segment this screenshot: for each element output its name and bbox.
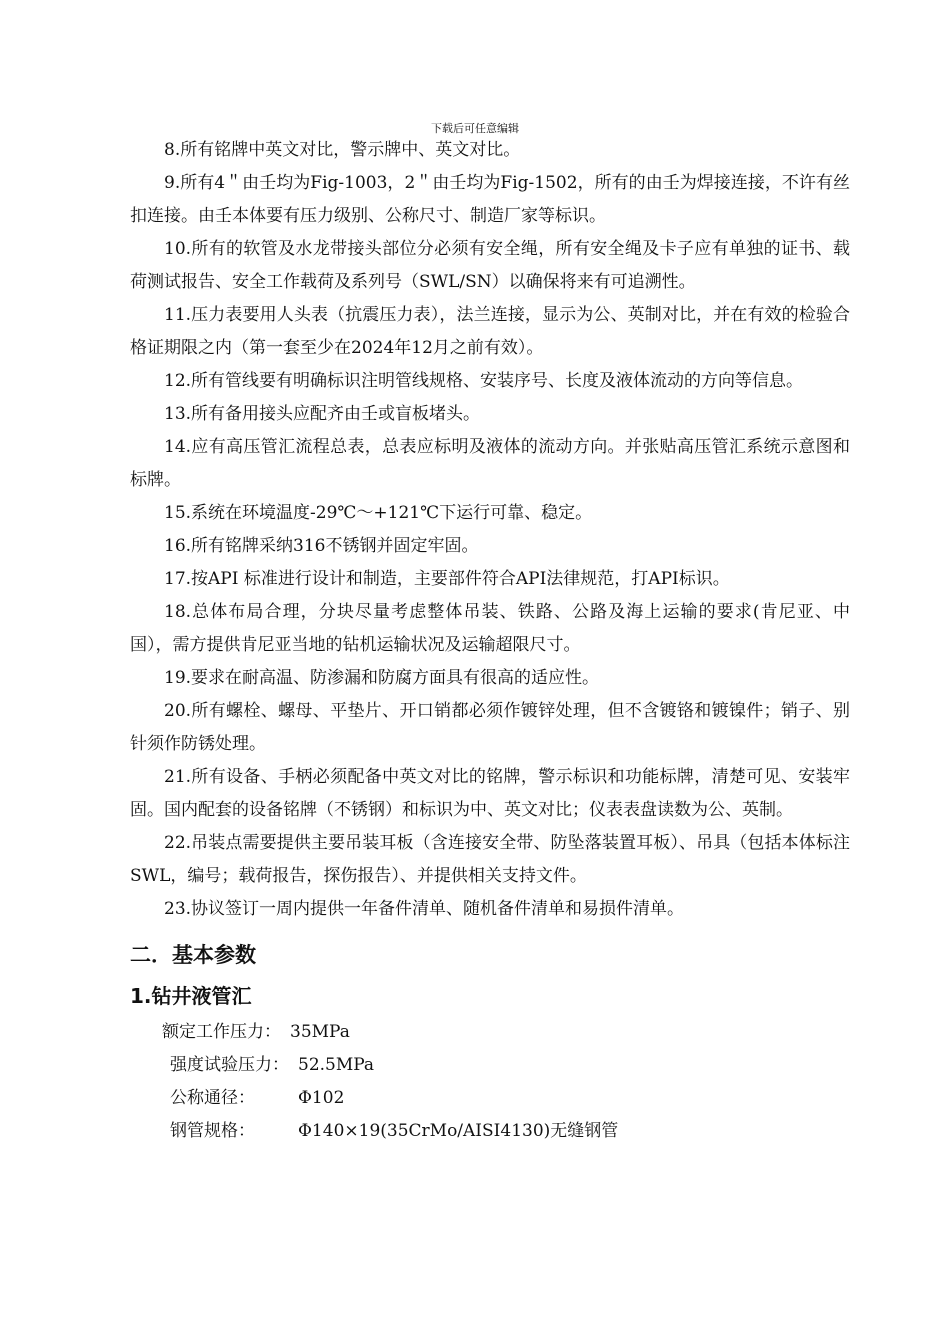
param-key: 钢管规格： [170, 1121, 255, 1141]
param-value: Φ102 [298, 1088, 345, 1108]
subsection-heading: 1.钻井液管汇 [130, 984, 252, 1008]
list-item-17: 17.按API 标准进行设计和制造，主要部件符合API法律规范，打API标识。 [164, 569, 730, 589]
list-item-9: 9.所有4＂由壬均为Fig-1003，2＂由壬均为Fig-1502，所有的由壬为焊接连接，不许有丝扣连接。由壬本体要有压力级别、公称尺寸、制造厂家等标识。 [130, 173, 850, 226]
list-item-14: 14.应有高压管汇流程总表，总表应标明及液体的流动方向。并张贴高压管汇系统示意图和标牌。 [130, 437, 850, 490]
param-row [130, 1082, 850, 1115]
list-item-10: 10.所有的软管及水龙带接头部位分必须有安全绳，所有安全绳及卡子应有单独的证书、载荷测试报告、安全工作载荷及系列号（SWL/SN）以确保将来有可追溯性。 [130, 239, 850, 292]
list-item-12: 12.所有管线要有明确标识注明管线规格、安装序号、长度及液体流动的方向等信息。 [164, 371, 804, 391]
list-item-19: 19.要求在耐高温、防渗漏和防腐方面具有很高的适应性。 [164, 668, 600, 688]
section-heading: 二．基本参数 [130, 943, 256, 967]
list-item-18: 18.总体布局合理，分块尽量考虑整体吊装、铁路、公路及海上运输的要求(肯尼亚、中国），需方提供肯尼亚当地的钻机运输状况及运输超限尺寸。 [130, 602, 850, 655]
list-item-16: 16.所有铭牌采纳316不锈钢并固定牢固。 [164, 536, 479, 556]
param-row [130, 1016, 850, 1049]
param-value: Φ140×19(35CrMo/AISI4130)无缝钢管 [298, 1121, 619, 1141]
list-item-21: 21.所有设备、手柄必须配备中英文对比的铭牌，警示标识和功能标牌，清楚可见、安装牢固。国内配套的设备铭牌（不锈钢）和标识为中、英文对比；仪表表盘读数为公、英制。 [130, 767, 850, 820]
document-body [130, 134, 850, 1148]
list-item-8: 8.所有铭牌中英文对比，警示牌中、英文对比。 [164, 140, 521, 160]
list-item-23: 23.协议签订一周内提供一年备件清单、随机备件清单和易损件清单。 [164, 899, 685, 919]
param-value: 52.5MPa [298, 1055, 375, 1075]
param-value: 35MPa [290, 1022, 350, 1042]
param-key: 公称通径： [170, 1088, 255, 1108]
list-item-11: 11.压力表要用人头表（抗震压力表），法兰连接，显示为公、英制对比，并在有效的检验合格证期限之内（第一套至少在2024年12月之前有效）。 [130, 305, 850, 358]
list-item-20: 20.所有螺栓、螺母、平垫片、开口销都必须作镀锌处理，但不含镀铬和镀镍件；销子、别针须作防锈处理。 [130, 701, 850, 754]
list-item-15: 15.系统在环境温度-29℃～+121℃下运行可靠、稳定。 [164, 503, 593, 523]
list-item-22: 22.吊装点需要提供主要吊装耳板（含连接安全带、防坠落装置耳板）、吊具（包括本体标注SWL，编号；载荷报告，探伤报告）、并提供相关支持文件。 [130, 833, 850, 886]
list-item-13: 13.所有备用接头应配齐由壬或盲板堵头。 [164, 404, 481, 424]
param-key: 强度试验压力： [170, 1055, 289, 1075]
param-row [130, 1049, 850, 1082]
param-row [130, 1115, 850, 1148]
param-key: 额定工作压力： [162, 1022, 281, 1042]
page-header-note: 下载后可任意编辑 [431, 122, 519, 135]
